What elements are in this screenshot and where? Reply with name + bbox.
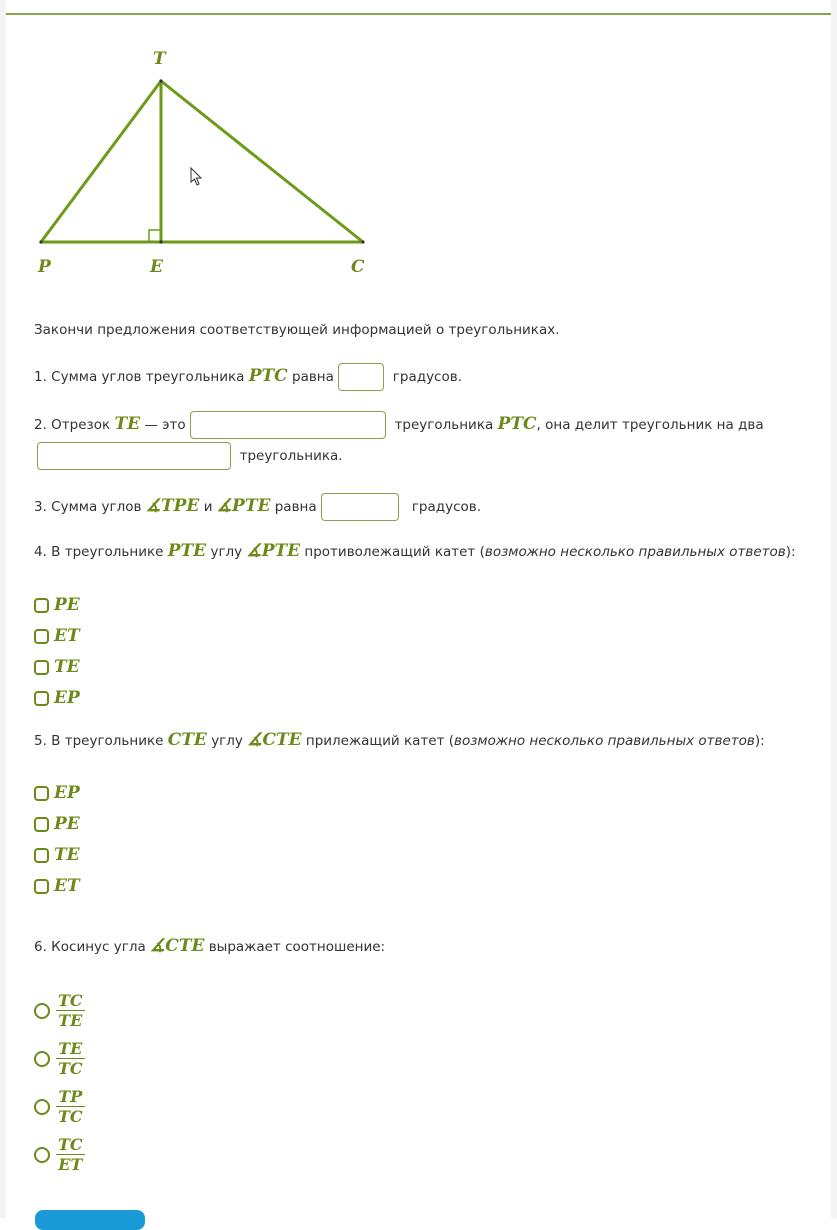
question-2: 2. Отрезок TE — это треугольника PTC, она делит треугольник на два xyxy=(34,411,764,439)
top-divider xyxy=(6,13,831,15)
checkbox[interactable] xyxy=(34,660,49,675)
radio-button[interactable] xyxy=(34,1147,50,1163)
triangle-name: PTC xyxy=(248,366,288,386)
checkbox[interactable] xyxy=(34,879,49,894)
checkbox[interactable] xyxy=(34,691,49,706)
cursor-icon xyxy=(191,168,201,185)
q5-option-1[interactable]: EP xyxy=(34,781,80,805)
question-1: 1. Сумма углов треугольника PTC равна градусов. xyxy=(34,363,462,391)
q6-option-2[interactable] xyxy=(34,1036,85,1082)
label-c: C xyxy=(351,257,365,277)
label-t: T xyxy=(153,49,166,69)
radio-button[interactable] xyxy=(34,1099,50,1115)
label-e: E xyxy=(150,257,163,277)
fraction: $\frac{TC}{TE}$ xyxy=(58,990,83,1031)
question-6: 6. Косинус угла ∡CTE выражает соотношение: xyxy=(34,936,386,956)
question-5: 5. В треугольнике CTE углу ∡CTE прилежащий катет (возможно несколько правильных ответов): xyxy=(34,730,765,750)
side-tc xyxy=(161,81,363,242)
checkbox[interactable] xyxy=(34,786,49,801)
page-left-margin xyxy=(0,0,6,1218)
q5-option-2[interactable]: PE xyxy=(34,812,80,836)
question-3: 3. Сумма углов ∡TPE и ∡PTE равна градусов. xyxy=(34,493,481,521)
question-4: 4. В треугольнике PTE углу ∡PTE противолежащий катет (возможно несколько правильных ответов): xyxy=(34,541,796,561)
q2-segment-type-input[interactable] xyxy=(190,411,386,439)
submit-button[interactable] xyxy=(35,1210,145,1230)
q1-degrees-input[interactable] xyxy=(338,363,384,391)
q5-option-3[interactable]: TE xyxy=(34,843,80,867)
q6-option-4[interactable] xyxy=(34,1132,85,1178)
label-p: P xyxy=(38,257,51,277)
side-pt xyxy=(41,81,161,242)
q2-triangle-type-input[interactable] xyxy=(37,442,231,470)
radio-button[interactable] xyxy=(34,1051,50,1067)
angle-icon: ∡ xyxy=(145,496,161,516)
fraction: $\frac{TP}{TC}$ xyxy=(58,1086,83,1127)
triangle-figure xyxy=(20,36,380,286)
angle-icon: ∡ xyxy=(150,936,166,956)
right-angle-mark xyxy=(149,230,161,242)
page-right-margin xyxy=(831,0,837,1218)
q4-option-3[interactable]: TE xyxy=(34,655,80,679)
angle-icon: ∡ xyxy=(246,541,262,561)
question-2-line2: треугольника. xyxy=(37,442,343,470)
checkbox[interactable] xyxy=(34,629,49,644)
q3-degrees-input[interactable] xyxy=(321,493,399,521)
q4-option-4[interactable]: EP xyxy=(34,686,80,710)
angle-icon: ∡ xyxy=(247,730,263,750)
checkbox[interactable] xyxy=(34,598,49,613)
instruction-text: Закончи предложения соответствующей информацией о треугольниках. xyxy=(34,322,560,338)
checkbox[interactable] xyxy=(34,848,49,863)
q4-option-2[interactable]: ET xyxy=(34,624,80,648)
fraction: $\frac{TE}{TC}$ xyxy=(58,1038,83,1079)
checkbox[interactable] xyxy=(34,817,49,832)
q6-option-1[interactable] xyxy=(34,988,85,1034)
q5-option-4[interactable]: ET xyxy=(34,874,80,898)
triangle-lines xyxy=(41,81,363,242)
radio-button[interactable] xyxy=(34,1003,50,1019)
fraction: $\frac{TC}{ET}$ xyxy=(58,1134,83,1175)
q4-option-1[interactable]: PE xyxy=(34,593,80,617)
q6-option-3[interactable] xyxy=(34,1084,85,1130)
